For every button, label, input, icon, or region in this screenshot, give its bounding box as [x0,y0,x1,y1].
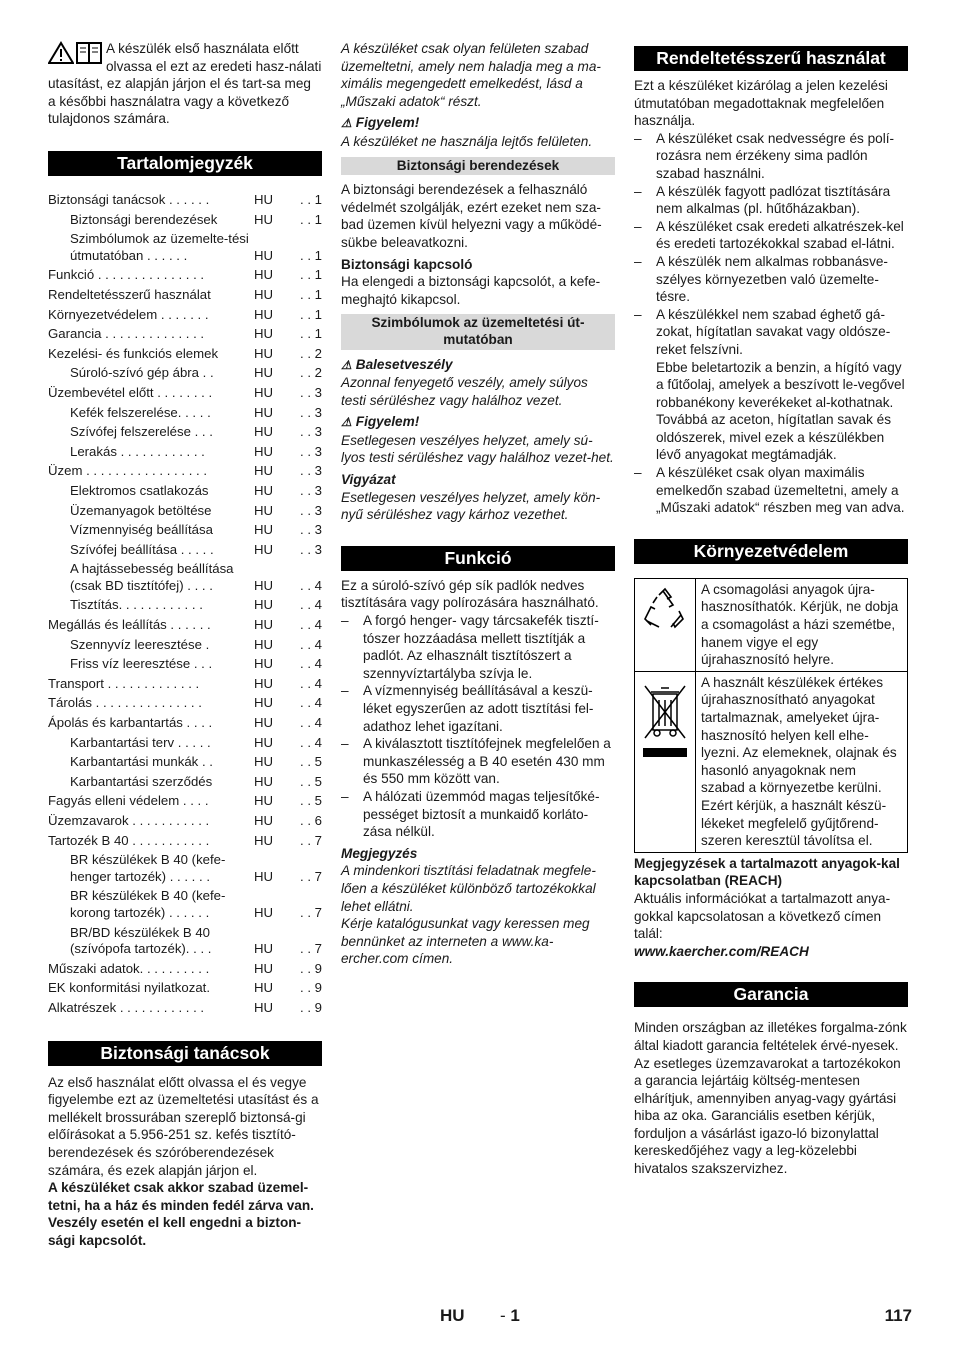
toc-entry-language: HU [254,541,274,557]
intended-use-list [634,130,908,517]
toc-entry[interactable] [48,267,322,284]
toc-entry[interactable] [48,793,322,810]
safety-text: Az első használat előtt olvassa el és vegye figyelembe ezt az üzemeltetési utasítást és a mellékelt brossurában szereplő biztonsá-gi előírásokat a 5.956-251 sz. kefés tisztító-berendezések és szóróberendezések számára, és ezek alapján járjon el. [48,1074,319,1178]
list-item: – A készüléket csak eredeti alkatrészek-kel és eredeti tartozékokkal szabad el-látni. [634,218,904,252]
toc-entry-language: HU [254,326,274,342]
toc-entry-title: Kefék felszerelése. . . . . [70,404,211,420]
toc-entry-page: . . 3 [300,443,322,459]
table-of-contents [48,192,322,1017]
toc-entry-title: Vízmennyiség beállítása [70,522,213,538]
toc-entry-title: Fagyás elleni védelem . . . . [48,793,209,809]
toc-entry[interactable] [48,405,322,422]
toc-entry-page: . . 4 [300,597,322,613]
toc-entry-language: HU [254,247,274,263]
attention-text-2: Esetlegesen veszélyes helyzet, amely sú-lyos testi sérüléshez vagy halálhoz vezet-het. [341,432,614,466]
toc-entry[interactable] [48,735,322,752]
toc-entry-title: Tisztítás. . . . . . . . . . . . [70,597,203,613]
toc-entry-language: HU [254,597,274,613]
danger-text: Azonnal fenyegető veszély, amely súlyos testi sérüléshez vagy halálhoz vezet. [341,375,588,408]
toc-heading: Tartalomjegyzék [48,151,322,176]
toc-entry-title: BR/BD készülékek B 40 (szívópofa tartozék). . . . [70,924,212,957]
toc-entry-language: HU [254,773,274,789]
toc-entry-page: . . 4 [300,636,322,652]
toc-entry-page: . . 2 [300,365,322,381]
toc-entry-language: HU [254,463,274,479]
toc-entry[interactable] [48,888,322,921]
manual-book-icon [76,41,102,65]
toc-entry-page: . . 1 [300,306,322,322]
attention-label-1: ⚠ Figyelem! [341,114,615,133]
toc-entry-language: HU [254,656,274,672]
toc-entry-language: HU [254,754,274,770]
toc-entry-page: . . 3 [300,541,322,557]
toc-entry-title: A hajtássebesség beállítása (csak BD tisztítófej) . . . . [70,561,234,593]
toc-entry-page: . . 3 [300,482,322,498]
toc-entry-page: . . 7 [300,941,322,957]
list-item: – A készüléket csak olyan maximális emelkedőn szabad üzemeltetni, amely a „Műszaki adatok“ részben meg van adva. [634,465,905,516]
intro-block [48,40,322,135]
toc-entry-language: HU [254,522,274,538]
toc-entry-title: Transport . . . . . . . . . . . . . [48,675,200,691]
toc-entry-title: Rendeltetésszerű használat [48,286,211,302]
toc-entry-page: . . 6 [300,813,322,828]
toc-entry-language: HU [254,482,274,498]
toc-entry-page: . . 4 [300,734,322,750]
toc-entry[interactable] [48,365,322,382]
toc-entry[interactable] [48,307,322,324]
disposal-text: A használt készülékek értékes újrahasznosítható anyagokat tartalmaznak, amelyeket újra-hasznosító helyen kell elhe-lyezni. Az elemeknek, olajnak és hasonló anyagoknak nem szabad a környezetbe kerülni. Ezért kérjük, a használt készü-lékeket megfelelő gyűjtőrend-szeren keresztül távolítsa el. [696,671,908,852]
toc-entry-language: HU [254,424,274,440]
toc-entry-language: HU [254,636,274,652]
toc-entry[interactable] [48,774,322,791]
environment-heading: Környezetvédelem [634,539,908,564]
toc-entry[interactable] [48,980,322,997]
toc-entry-title: Karbantartási szerződés [70,773,213,789]
toc-entry-title: Friss víz leeresztése . . . [70,656,213,672]
toc-entry[interactable] [48,326,322,343]
toc-entry-title: Elektromos csatlakozás [70,482,209,498]
toc-entry-title: Karbantartási terv . . . . . [70,734,211,750]
environment-table [634,578,908,853]
toc-entry-title: Szívófej beállítása . . . . . [70,541,214,557]
toc-entry[interactable] [48,695,322,712]
intended-use-intro: Ezt a készüléket kizárólag a jelen kezelési útmutatóban megadottaknak megfelelően használja. [634,78,888,129]
toc-entry-language: HU [254,715,274,731]
toc-entry-language: HU [254,734,274,750]
toc-entry-page: . . 1 [300,192,322,207]
toc-entry[interactable] [48,424,322,441]
warning-triangle-icon: ⚠ [341,357,352,372]
list-item: – A forgó henger- vagy tárcsakefék tisztí-tószer hozzáadása mellett tisztítják a padlót. Az elhasznált tisztítószert a szennyvíztartályba szívja le. [341,613,599,681]
toc-entry[interactable] [48,522,322,539]
toc-entry[interactable] [48,617,322,634]
warning-triangle-icon: ⚠ [341,116,352,131]
toc-entry-title: Tárolás . . . . . . . . . . . . . . . [48,695,202,711]
toc-entry-language: HU [254,832,274,848]
toc-entry[interactable] [48,597,322,614]
warranty-heading: Garancia [634,982,908,1007]
toc-entry-title: Alkatrészek . . . . . . . . . . . . [48,999,205,1015]
toc-entry[interactable] [48,346,322,363]
toc-entry[interactable] [48,561,322,594]
list-item-continuation: Ebbe beletartozik a benzin, a hígító vagy a fűtőolaj, amelyek a beszívott le-vegővel robbanékony keverékeket al-kothatnak. Továbbá az aceton, hígítatlan savak és oldószerek, mivel ezek a készülékben lévő anyagokat megtámadják. [656,359,905,463]
toc-entry-title: BR készülékek B 40 (kefe-henger tartozék) . . . . . . [70,852,226,884]
toc-entry-page: . . 5 [300,793,322,809]
intended-use-heading: Rendeltetésszerű használat [634,46,908,71]
safety-bold-2: Veszély esetén el kell engedni a bizton-sági kapcsolót. [48,1215,302,1248]
toc-entry-title: Üzembevétel előtt . . . . . . . . [48,384,213,400]
toc-entry-title: Üzemanyagok betöltése [70,502,212,518]
list-item: – A készülék fagyott padlózat tisztítására nem alkalmas (pl. hűtőházakban). [634,183,891,217]
toc-entry[interactable] [48,656,322,673]
note-label: Megjegyzés [341,845,418,861]
toc-entry[interactable] [48,385,322,402]
toc-entry[interactable] [48,542,322,559]
attention-label-2: ⚠ Figyelem! [341,413,615,432]
toc-entry-language: HU [254,793,274,809]
toc-entry-title: Megállás és leállítás . . . . . . [48,617,211,633]
toc-entry-language: HU [254,695,274,711]
toc-entry-page: . . 1 [300,286,322,302]
symbols-heading: Szimbólumok az üzemeltetési út-mutatóban [341,314,615,349]
toc-entry-title: Biztonsági berendezések [70,211,218,227]
toc-entry-language: HU [254,980,274,996]
toc-entry-page: . . 4 [300,577,322,593]
recycling-cell [635,578,696,671]
reach-text: Aktuális információkat a tartalmazott anya-gokkal kapcsolatosan a következő címen talál: [634,890,891,942]
toc-entry[interactable] [48,212,322,229]
toc-entry-title: Szimbólumok az üzemelte-tési útmutatóban . . . . . . [70,231,249,263]
toc-entry-language: HU [254,192,274,207]
toc-entry-title: Üzem . . . . . . . . . . . . . . . . . [48,463,208,479]
toc-entry[interactable] [48,192,322,209]
toc-entry[interactable] [48,287,322,304]
toc-entry-title: Garancia . . . . . . . . . . . . . . [48,326,205,342]
toc-entry-language: HU [254,813,274,828]
toc-entry-page: . . 3 [300,463,322,479]
toc-entry-title: Ápolás és karbantartás . . . . [48,715,213,731]
toc-entry-title: Súroló-szívó gép ábra . . [70,365,214,381]
toc-entry-title: EK konformitási nyilatkozat. [48,980,210,996]
column-2 [341,40,615,968]
toc-entry-title: Lerakás . . . . . . . . . . . . [70,443,205,459]
toc-entry-title: Funkció . . . . . . . . . . . . . . . [48,267,205,283]
toc-entry[interactable] [48,833,322,850]
table-row [635,671,908,852]
note-text-1: A mindenkori tisztítási feladatnak megfele-lően a készüléket különböző tartozékokkal lehet ellátni. [341,863,596,914]
toc-entry[interactable] [48,813,322,830]
toc-entry-page: . . 7 [300,868,322,884]
intro-text: A készülék első használata előtt olvassa el ezt az eredeti hasz-nálati utasítást, ez alapján járjon el és tart-sa meg a későbbi használatra vagy a következő tulajdonos számára. [48,41,322,127]
toc-entry-page: . . 9 [300,960,322,976]
toc-entry-page: . . 5 [300,754,322,770]
slope-text: A készüléket csak olyan felületen szabad üzemeltetni, amely nem haladja meg a ma-ximális megengedett emelkedést, lásd a „Műszaki adatok“ részt. [341,41,601,109]
warning-triangle-icon [48,41,74,65]
reach-heading: Megjegyzések a tartalmazott anyagok-kal kapcsolatban (REACH) [634,855,900,889]
table-row [635,578,908,671]
toc-entry-page: . . 4 [300,675,322,691]
disposal-cell [635,671,696,852]
toc-entry-page: . . 7 [300,832,322,848]
footer-sub-page: - 1 [500,1306,520,1325]
list-item: – A hálózati üzemmód magas teljesítőké-pességet biztosít a munkaidő korláto-zása nélkül. [341,788,600,840]
toc-entry-language: HU [254,286,274,302]
toc-entry-language: HU [254,345,274,361]
safety-switch-heading: Biztonsági kapcsoló [341,256,473,272]
toc-entry-page: . . 1 [300,247,322,263]
function-intro: Ez a súroló-szívó gép sík padlók nedves tisztítására vagy polírozására használható. [341,577,599,611]
toc-entry-title: Szívófej felszerelése . . . [70,424,213,440]
toc-entry-language: HU [254,211,274,227]
note-text-2: Kérje katalógusunkat vagy keressen meg bennünket az interneten a www.ka-ercher.com címen. [341,916,590,967]
crossed-bin-icon [639,678,691,764]
recycling-text: A csomagolási anyagok újra-hasznosíthatók. Kérjük, ne dobja a csomagolást a házi szemétbe, hanem vigye el egy újrahasznosító helyre. [696,578,908,671]
safety-devices-heading: Biztonsági berendezések [341,157,615,176]
toc-entry[interactable] [48,1000,322,1017]
safety-devices-text: A biztonsági berendezések a felhasználó védelmét szolgálják, ezért ezeket nem sza-bad üzemen kívül helyezni vagy a működé-sükbe beleavatkozni. [341,182,602,250]
toc-entry-page: . . 1 [300,211,322,227]
toc-entry-language: HU [254,904,274,920]
toc-entry[interactable] [48,676,322,693]
footer-page-number: 117 [884,1306,912,1325]
toc-entry[interactable] [48,754,322,771]
toc-entry-page: . . 2 [300,345,322,361]
toc-entry-language: HU [254,384,274,400]
toc-entry[interactable] [48,715,322,732]
toc-entry[interactable] [48,503,322,520]
reach-link[interactable]: www.kaercher.com/REACH [634,943,809,959]
safety-bold-1: A készüléket csak akkor szabad üzemel-tetni, ha a ház és minden fedél zárva van. [48,1180,314,1213]
list-item: – A vízmennyiség beállításával a keszü-léket egyszerűen az adott tisztítási fel-adathoz lehet igazítani. [341,683,594,734]
toc-entry[interactable] [48,961,322,978]
function-list [341,612,615,841]
toc-entry-language: HU [254,306,274,322]
toc-entry-page: . . 7 [300,904,322,920]
attention-text-1: A készüléket ne használja lejtős felületen. [341,133,593,149]
safety-heading: Biztonsági tanácsok [48,1041,322,1066]
list-item: – A készülékkel nem szabad éghető gá-zokat, hígítatlan savakat vagy oldósze-reket felszívni. [634,306,891,357]
toc-entry-page: . . 4 [300,715,322,731]
warranty-text: Minden országban az illetékes forgalma-zónk által kiadott garancia feltételek érvé-nyesek. Az esetleges üzemzavarokat a tartozékokon a garancia lejártáig költség-mentesen elhárítjuk, amennyiben anyag-vagy gyártási hiba az oka. Garanciális esetben kérjük, forduljon a vásárlást igazo-ló bizonylattal kereskedőjéhez vagy a leg-közelebbi hivatalos szakszervizhez. [634,1020,907,1177]
toc-entry[interactable] [48,231,322,264]
toc-entry-page: . . 3 [300,384,322,400]
toc-entry-language: HU [254,999,274,1015]
toc-entry-language: HU [254,404,274,420]
toc-entry-title: Biztonsági tanácsok . . . . . . [48,192,210,207]
toc-entry-language: HU [254,443,274,459]
toc-entry-language: HU [254,577,274,593]
safety-switch-text: Ha elengedi a biztonsági kapcsolót, a kefe-meghajtó kikapcsol. [341,274,601,307]
toc-entry-language: HU [254,941,274,957]
toc-entry-language: HU [254,675,274,691]
toc-entry[interactable] [48,925,322,958]
toc-entry-page: . . 9 [300,999,322,1015]
toc-entry-page: . . 3 [300,404,322,420]
toc-entry-title: Szennyvíz leeresztése . [70,636,210,652]
toc-entry-language: HU [254,502,274,518]
toc-entry-page: . . 4 [300,695,322,711]
caution-label: Vigyázat [341,472,396,488]
column-1 [48,40,322,1249]
toc-entry-page: . . 3 [300,424,322,440]
toc-entry-title: Környezetvédelem . . . . . . . [48,306,209,322]
toc-entry-language: HU [254,365,274,381]
toc-entry-page: . . 4 [300,617,322,633]
toc-entry-title: Műszaki adatok. . . . . . . . . . [48,960,210,976]
toc-entry-page: . . 3 [300,522,322,538]
list-item: – A kiválasztott tisztítófejnek megfelelően a munkaszélesség a B 40 esetén 430 mm és 550 mm között van. [341,736,611,787]
footer-language: HU [440,1306,465,1325]
toc-entry-page: . . 3 [300,502,322,518]
toc-entry-title: BR készülékek B 40 (kefe-korong tartozék) . . . . . . [70,888,226,920]
toc-entry-title: Kezelési- és funkciós elemek [48,345,219,361]
toc-entry-title: Üzemzavarok . . . . . . . . . . . [48,813,210,828]
toc-entry[interactable] [48,637,322,654]
toc-entry-language: HU [254,868,274,884]
toc-entry-language: HU [254,267,274,283]
toc-entry-page: . . 5 [300,773,322,789]
function-heading: Funkció [341,546,615,571]
caution-text: Esetlegesen veszélyes helyzet, amely kön-nyű sérüléshez vagy kárhoz vezethet. [341,489,601,523]
toc-entry-title: Tartozék B 40 . . . . . . . . . . . [48,832,210,848]
danger-label: ⚠ Balesetveszély [341,356,615,375]
toc-entry-page: . . 1 [300,267,322,283]
toc-entry-title: Karbantartási munkák . . [70,754,213,770]
toc-entry[interactable] [48,483,322,500]
toc-entry[interactable] [48,463,322,480]
recycling-icon [639,585,689,635]
toc-entry-page: . . 9 [300,980,322,996]
toc-entry[interactable] [48,444,322,461]
warning-triangle-icon: ⚠ [341,415,352,430]
list-item: – A készüléket csak nedvességre és polí-rozásra nem érzékeny sima padlón szabad használni. [634,130,895,181]
toc-entry-language: HU [254,960,274,976]
list-item: – A készülék nem alkalmas robbanásve-szélyes környezetben való üzemelte-tésre. [634,253,888,305]
warning-icons [48,41,102,65]
toc-entry-language: HU [254,617,274,633]
column-3 [634,40,908,1178]
toc-entry-page: . . 1 [300,326,322,342]
toc-entry-page: . . 4 [300,656,322,672]
toc-entry[interactable] [48,852,322,885]
